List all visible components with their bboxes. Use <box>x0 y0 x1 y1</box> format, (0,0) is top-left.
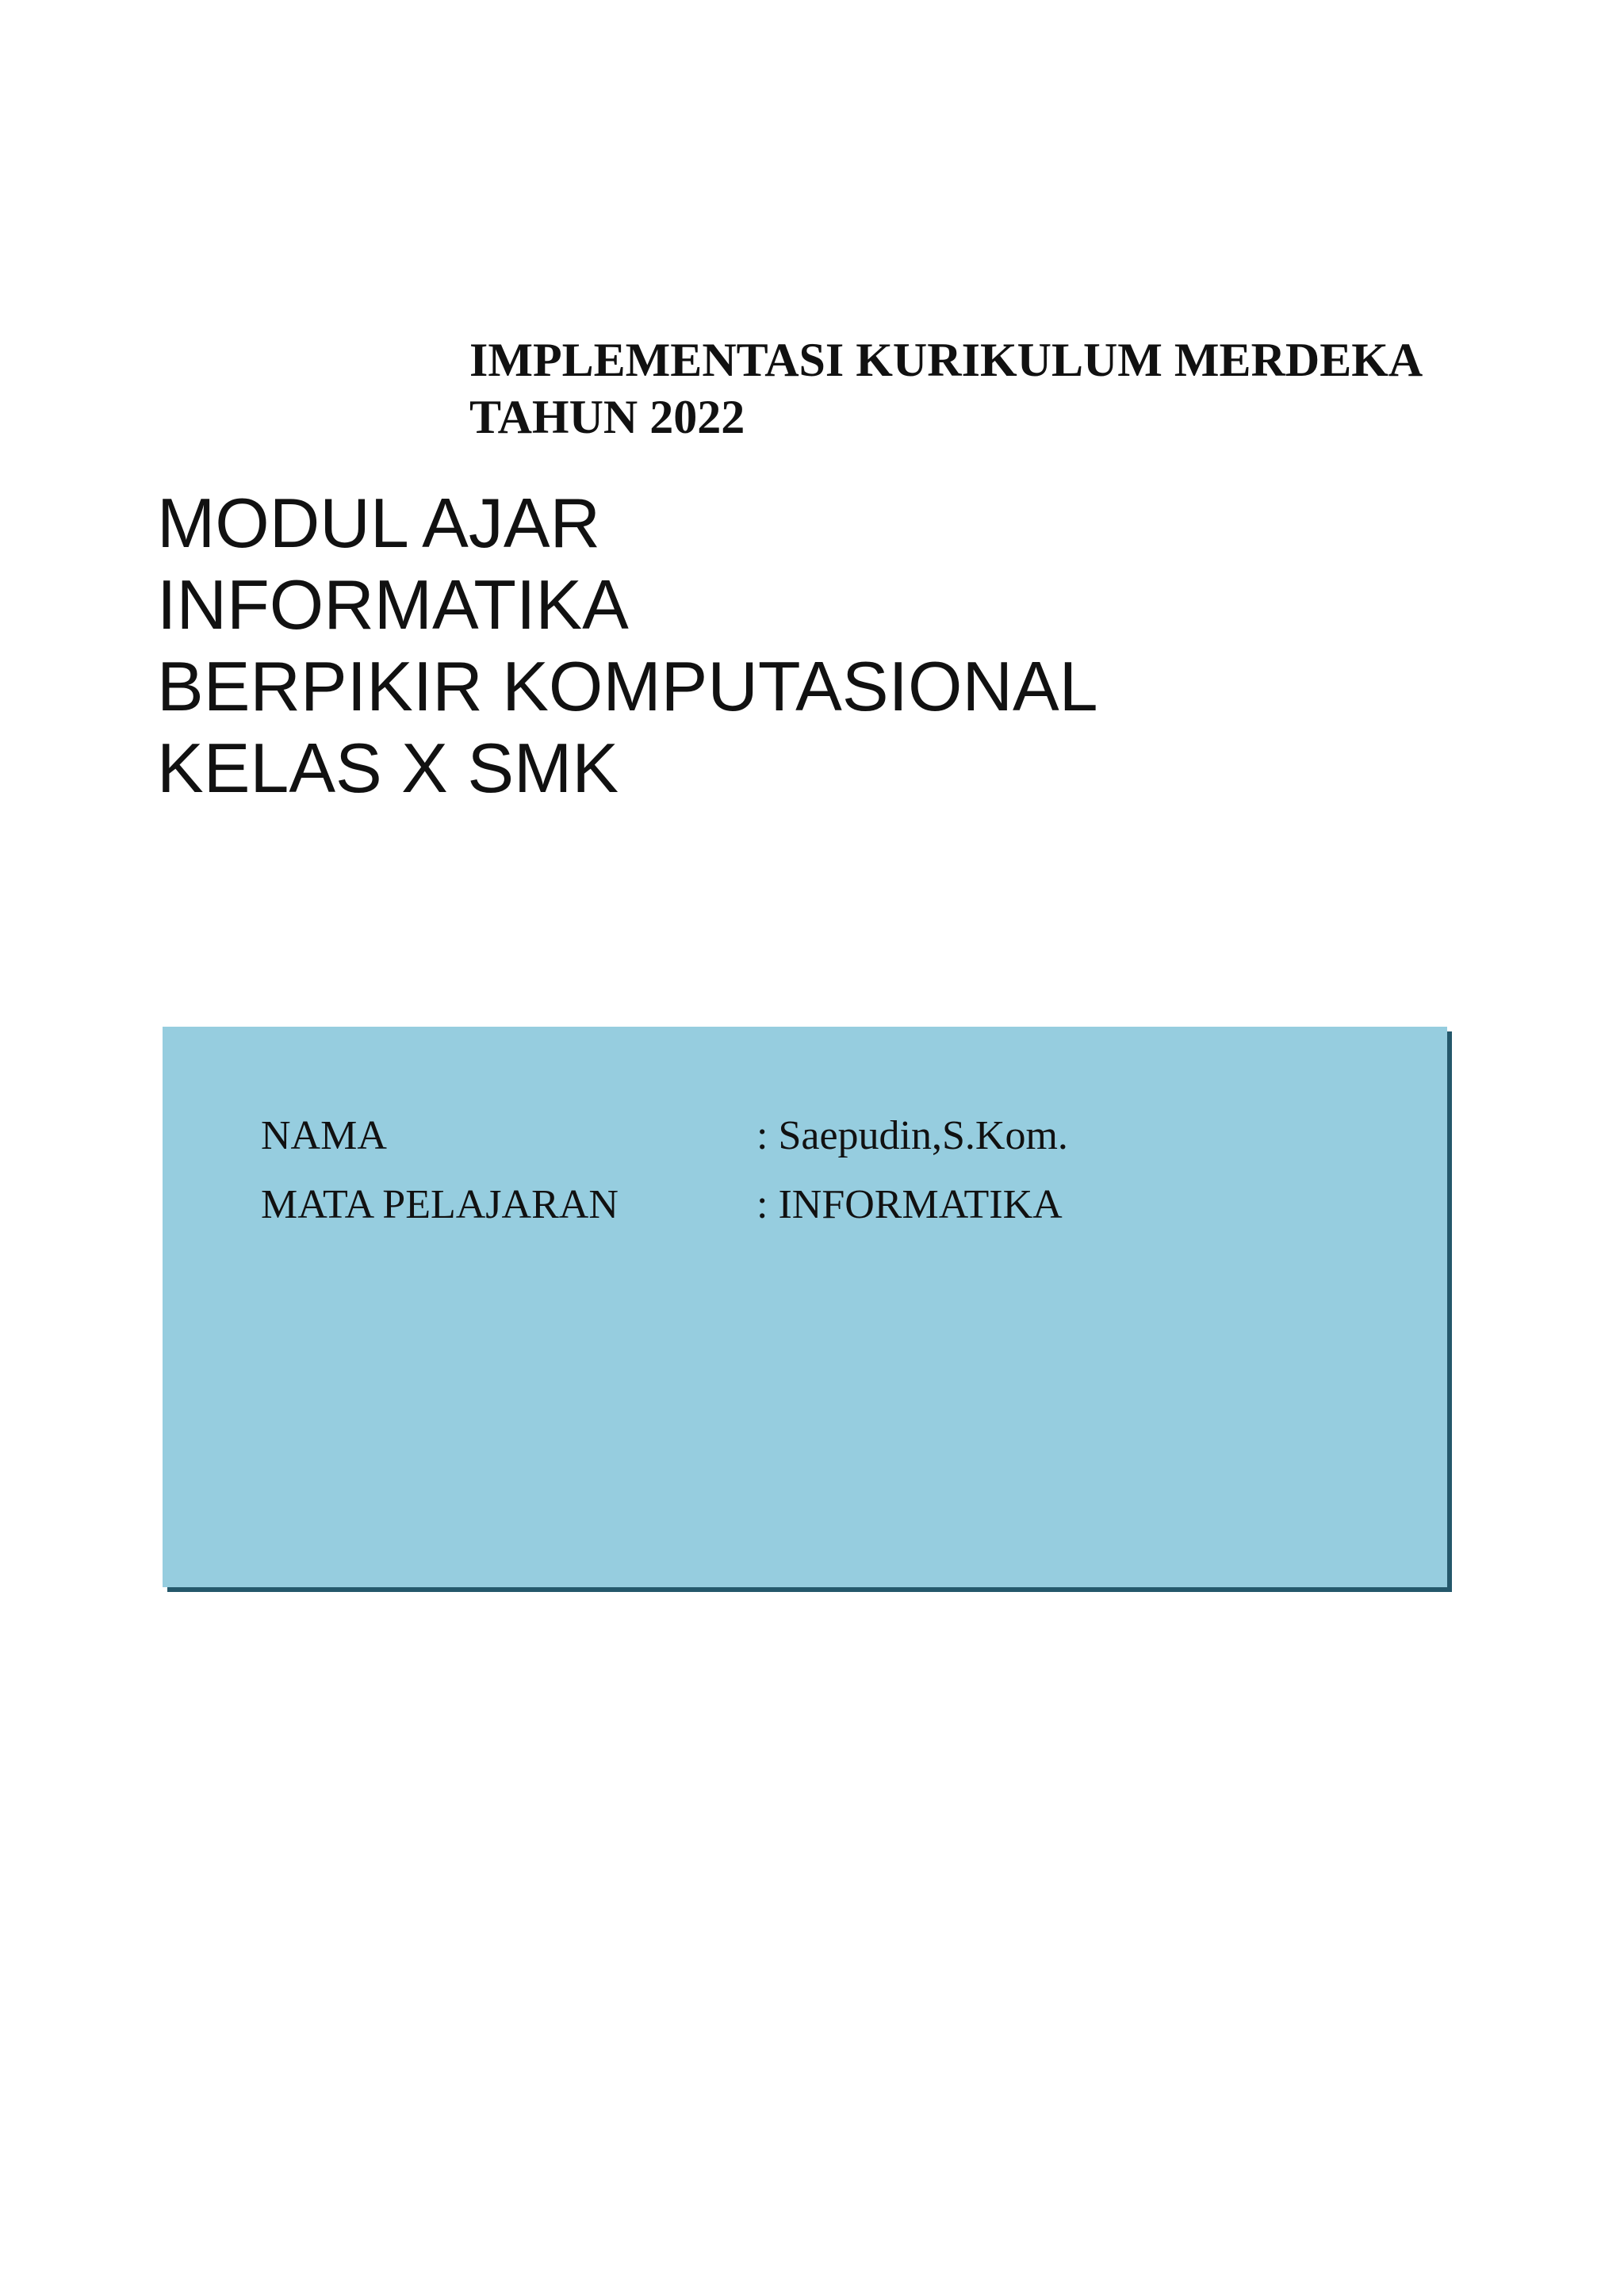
module-title <box>157 482 1098 809</box>
curriculum-header-line: IMPLEMENTASI KURIKULUM MERDEKA <box>469 334 1423 386</box>
info-label: MATA PELAJARAN <box>261 1182 619 1227</box>
module-title-line: BERPIKIR KOMPUTASIONAL <box>157 647 1098 725</box>
info-box <box>163 1027 1447 1587</box>
module-title-line: INFORMATIKA <box>157 565 629 644</box>
module-title-line: MODUL AJAR <box>157 484 601 562</box>
info-value: : INFORMATIKA <box>756 1182 1063 1227</box>
info-row-subject <box>261 1181 1063 1229</box>
module-title-line: KELAS X SMK <box>157 729 619 807</box>
curriculum-header <box>469 331 1423 446</box>
curriculum-year-line: TAHUN 2022 <box>469 391 745 443</box>
info-value: : Saepudin,S.Kom. <box>756 1113 1068 1158</box>
info-label: NAMA <box>261 1113 387 1158</box>
info-row-name <box>261 1112 1068 1160</box>
